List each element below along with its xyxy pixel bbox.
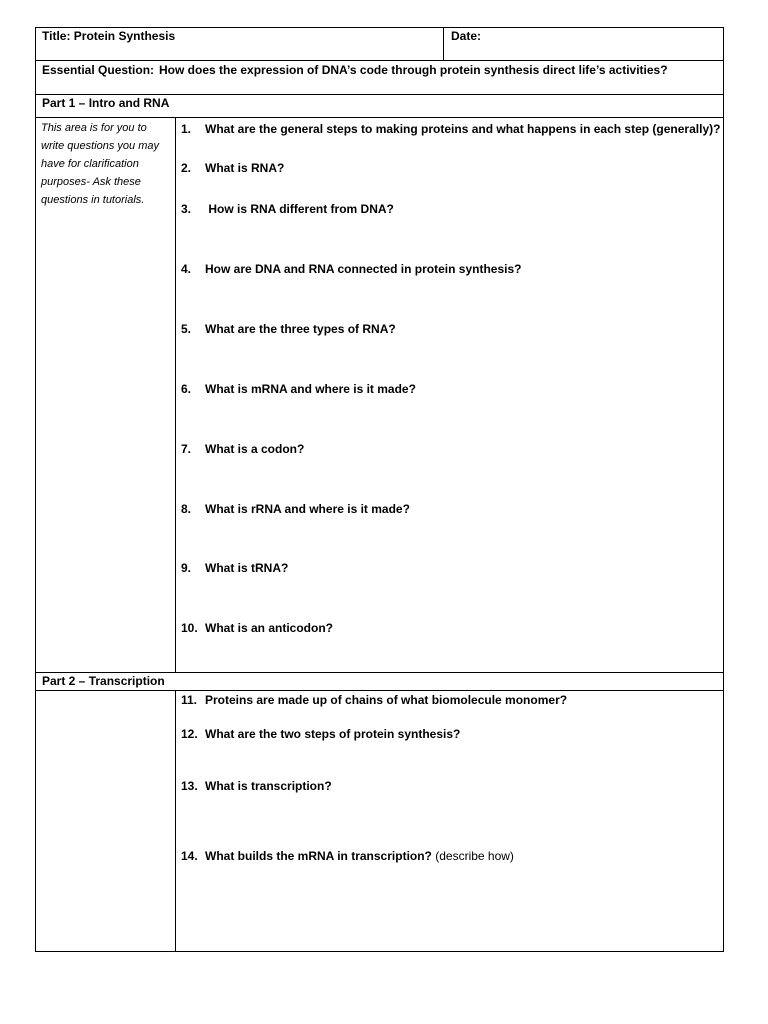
question-2 [181, 161, 284, 175]
question-number: 5. [181, 322, 192, 336]
question-text: Proteins are made up of chains of what biomolecule monomer? [205, 693, 568, 707]
question-text: What is tRNA? [205, 561, 289, 575]
part1-heading: Part 1 – Intro and RNA [42, 96, 170, 110]
question-text: What builds the mRNA in transcription? [205, 849, 432, 863]
question-8 [181, 502, 410, 516]
question-number: 7. [181, 442, 192, 456]
question-number: 10. [181, 621, 198, 635]
question-1 [181, 122, 720, 136]
question-number: 1. [181, 122, 192, 136]
question-text: What are the two steps of protein synthesis? [205, 727, 461, 741]
question-6 [181, 382, 416, 396]
question-12 [181, 727, 460, 741]
question-text: What is a codon? [205, 442, 305, 456]
question-3 [181, 202, 394, 216]
date-label: Date: [451, 29, 482, 43]
question-number: 4. [181, 262, 192, 276]
question-number: 8. [181, 502, 192, 516]
part2-notes-column [35, 690, 176, 952]
question-number: 2. [181, 161, 192, 175]
question-text-suffix: (describe how) [431, 849, 514, 863]
part2-heading: Part 2 – Transcription [42, 674, 165, 688]
essential-question-label: Essential Question: [42, 63, 155, 77]
question-text: What is transcription? [205, 779, 332, 793]
question-14 [181, 849, 514, 863]
question-text: What are the general steps to making proteins and what happens in each step (generally)? [205, 122, 721, 136]
date-cell [443, 27, 724, 61]
question-number: 12. [181, 727, 198, 741]
question-text: How are DNA and RNA connected in protein synthesis? [205, 262, 522, 276]
worksheet-title: Title: Protein Synthesis [42, 29, 176, 43]
question-text: How is RNA different from DNA? [205, 202, 394, 216]
question-13 [181, 779, 332, 793]
question-text: What is mRNA and where is it made? [205, 382, 416, 396]
question-7 [181, 442, 304, 456]
question-11 [181, 693, 567, 707]
question-number: 11. [181, 693, 198, 707]
question-text: What is RNA? [205, 161, 285, 175]
question-number: 6. [181, 382, 192, 396]
question-number: 3. [181, 202, 192, 216]
clarification-note: This area is for you to write questions you may have for clarification purposes- Ask these questions in tutorials. [41, 122, 159, 206]
question-text: What are the three types of RNA? [205, 322, 396, 336]
question-9 [181, 561, 288, 575]
question-5 [181, 322, 396, 336]
essential-question-text: How does the expression of DNA’s code through protein synthesis direct life’s activities? [159, 63, 668, 77]
question-number: 9. [181, 561, 192, 575]
question-text: What is an anticodon? [205, 621, 333, 635]
question-10 [181, 621, 333, 635]
question-number: 14. [181, 849, 198, 863]
question-text: What is rRNA and where is it made? [205, 502, 410, 516]
question-number: 13. [181, 779, 198, 793]
question-4 [181, 262, 522, 276]
